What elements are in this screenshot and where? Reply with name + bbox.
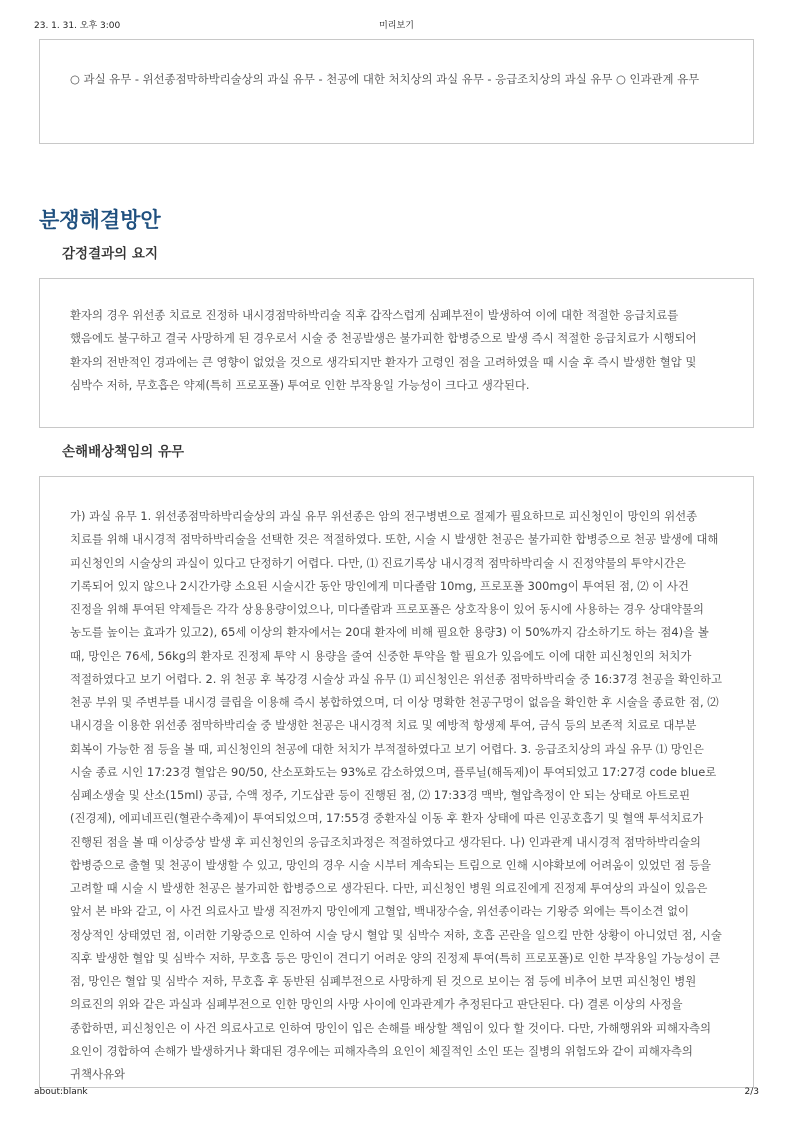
summary-box <box>39 278 754 428</box>
summary-text: 환자의 경우 위선종 치료로 진정하 내시경점막하박리술 직후 갑작스럽게 심폐부전이 발생하여 이에 대한 적절한 응급치료를 했음에도 불구하고 결국 사망하게 된 경우로서 시술 중 천공발생은 불가피한 합병증으로 발생 즉시 적절한 응급치료가 시행되어 환자의 전반적인 경과에는 큰 영향이 없었을 것으로 생각되지만 환자가 고령인 점을 고려하였을 때 시술 후 즉시 발생한 혈압 및 심박수 저하, 무호흡은 약제(특히 프로포폴) 투여로 인한 부작용일 가능성이 크다고 생각된다. <box>70 308 697 393</box>
summary-heading: 감정결과의 요지 <box>62 246 158 262</box>
liability-heading: 손해배상책임의 유무 <box>62 444 185 460</box>
print-url: about:blank <box>34 1087 88 1097</box>
section-title: 분쟁해결방안 <box>39 208 161 232</box>
issues-text: ○ 과실 유무 - 위선종점막하박리술상의 과실 유무 - 천공에 대한 처치상의 과실 유무 - 응급조치상의 과실 유무 ○ 인과관계 유무 <box>70 72 700 86</box>
issues-box <box>39 39 754 144</box>
print-date: 23. 1. 31. 오후 3:00 <box>34 21 121 31</box>
print-footer <box>34 1087 759 1101</box>
page-number: 2/3 <box>744 1087 759 1097</box>
liability-box <box>39 476 754 1088</box>
liability-text: 가) 과실 유무 1. 위선종점막하박리술상의 과실 유무 위선종은 암의 전구병변으로 절제가 필요하므로 피신청인이 망인의 위선종 치료를 위해 내시경적 점막하박리술을 선택한 것은 적절하였다. 또한, 시술 시 발생한 천공은 불가피한 합병증으로 천공 발생에 대해 피신청인의 시술상의 과실이 있다고 단정하기 어렵다. 다만, ⑴ 진료기록상 내시경적 점막하박리술 시 진정약물의 투약시간은 기록되어 있지 않으나 2시간가량 소요된 시술시간 동안 망인에게 미다졸람 10mg, 프로포폴 300mg이 투여된 점, ⑵ 이 사건 진정을 위해 투여된 약제들은 각각 상용용량이었으나, 미다졸람과 프로포폴은 상호작용이 있어 동시에 사용하는 경우 상대약물의 농도를 높이는 효과가 있고2), 65세 이상의 환자에서는 20대 환자에 비해 필요한 용량3) 이 50%까지 감소하기도 하는 점4)을 볼 때, 망인은 76세, 56kg의 환자로 진정제 투약 시 용량을 줄여 신중한 투약을 할 필요가 있음에도 이에 대한 피신청인의 처치가 적절하였다고 보기 어렵다. 2. 위 천공 후 복강경 시술상 과실 유무 ⑴ 피신청인은 위선종 점막하박리술 중 16:37경 천공을 확인하고 천공 부위 및 주변부를 내시경 클립을 이용해 즉시 봉합하였으며, 더 이상 명확한 천공구멍이 없음을 확인한 후 시술을 종료한 점, ⑵ 내시경을 이용한 위선종 점막하박리술 중 발생한 천공은 내시경적 치료 및 예방적 항생제 투여, 금식 등의 보존적 치료로 대부분 회복이 가능한 점 등을 볼 때, 피신청인의 천공에 대한 처치가 부적절하였다고 보기 어렵다. 3. 응급조치상의 과실 유무 ⑴ 망인은 시술 종료 시인 17:23경 혈압은 90/50, 산소포화도는 93%로 감소하였으며, 플루닐(해독제)이 투여되었고 17:27경 code blue로 심폐소생술 및 산소(15ml) 공급, 수액 정주, 기도삽관 등이 진행된 점, ⑵ 17:33경 맥박, 혈압측정이 안 되는 상태로 아트로핀(진경제), 에피네프린(혈관수축제)이 투여되었으며, 17:55경 중환자실 이동 후 환자 상태에 따른 인공호흡기 및 혈액 투석치료가 진행된 점을 볼 때 이상증상 발생 후 피신청인의 응급조치과정은 적절하였다고 생각된다. 나) 인과관계 내시경적 점막하박리술의 합병증으로 출혈 및 천공이 발생할 수 있고, 망인의 경우 시술 시부터 계속되는 트림으로 인해 시야확보에 어려움이 있었던 점 등을 고려할 때 시술 시 발생한 천공은 불가피한 합병증으로 생각된다. 다만, 피신청인 병원 의료진에게 진정제 투여상의 과실이 있음은 앞서 본 바와 같고, 이 사건 의료사고 발생 직전까지 망인에게 고혈압, 백내장수술, 위선종이라는 기왕증 외에는 특이소견 없이 정상적인 상태였던 점, 이러한 기왕증으로 인하여 시술 당시 혈압 및 심박수 저하, 호흡 곤란을 일으킬 만한 상황이 아니었던 점, 시술 직후 발생한 혈압 및 심박수 저하, 무호흡 등은 망인이 견디기 어려운 양의 진정제 투여(특히 프로포폴)로 인한 부작용일 가능성이 큰 점, 망인은 혈압 및 심박수 저하, 무호흡 후 동반된 심폐부전으로 사망하게 된 것으로 보이는 점 등에 비추어 보면 피신청인 병원 의료진의 위와 같은 과실과 심폐부전으로 인한 망인의 사망 사이에 인과관계가 추정된다고 판단된다. 다) 결론 이상의 사정을 종합하면, 피신청인은 이 사건 의료사고로 인하여 망인이 입은 손해를 배상할 책임이 있다 할 것이다. 다만, 가해행위와 피해자측의 요인이 경합하여 손해가 발생하거나 확대된 경우에는 피해자측의 요인이 체질적인 소인 또는 질병의 위험도와 같이 피해자측의 귀책사유와 <box>70 509 723 1081</box>
print-title: 미리보기 <box>379 21 414 31</box>
print-header <box>34 18 759 34</box>
